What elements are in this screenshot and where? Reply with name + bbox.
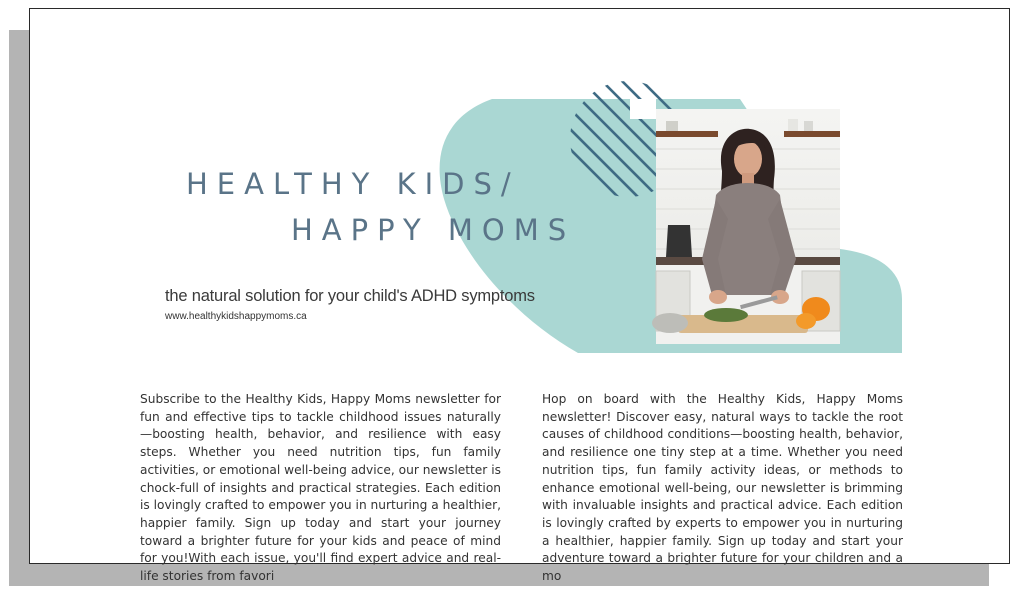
banner-title-line-1: HEALTHY KIDS/ bbox=[186, 167, 520, 201]
newsletter-banner bbox=[30, 9, 1011, 369]
banner-title-line-2: HAPPY MOMS bbox=[291, 213, 576, 247]
website-url: www.healthykidshappymoms.ca bbox=[165, 311, 307, 322]
woman-cooking-photo bbox=[656, 109, 840, 344]
newsletter-column-left: Subscribe to the Healthy Kids, Happy Moms newsletter for fun and effective tips to tackle childhood issues naturally—boosting health, behavior, and resilience with easy steps. Whether you need nutrition tips, fun family activities, or emotional well-being advice, our newsletter is chock-full of insights and practical strategies. Each edition is lovingly crafted to empower you in nurturing a healthier, happier family. Sign up today and start your journey toward a brighter future for your kids and peace of mind for you!With each issue, you'll find expert advice and real-life stories from favori bbox=[140, 392, 501, 584]
kitchen-scene-illustration bbox=[656, 109, 840, 344]
banner-tagline: the natural solution for your child's ADHD symptoms bbox=[165, 287, 535, 305]
newsletter-column-right: Hop on board with the Healthy Kids, Happy Moms newsletter! Discover easy, natural ways to tackle the root causes of childhood conditions—boosting health, behavior, and resilience one tiny step at a time. Whether you need nutrition tips, fun family activity ideas, or methods to enhance emotional well-being, our newsletter is brimming with invaluable insights and practical advice. Each edition is lovingly crafted by experts to empower you in nurturing a healthier, happier family. Sign up today and start your adventure toward a brighter future for your children and a mo bbox=[542, 392, 903, 584]
document-page bbox=[29, 8, 1010, 584]
